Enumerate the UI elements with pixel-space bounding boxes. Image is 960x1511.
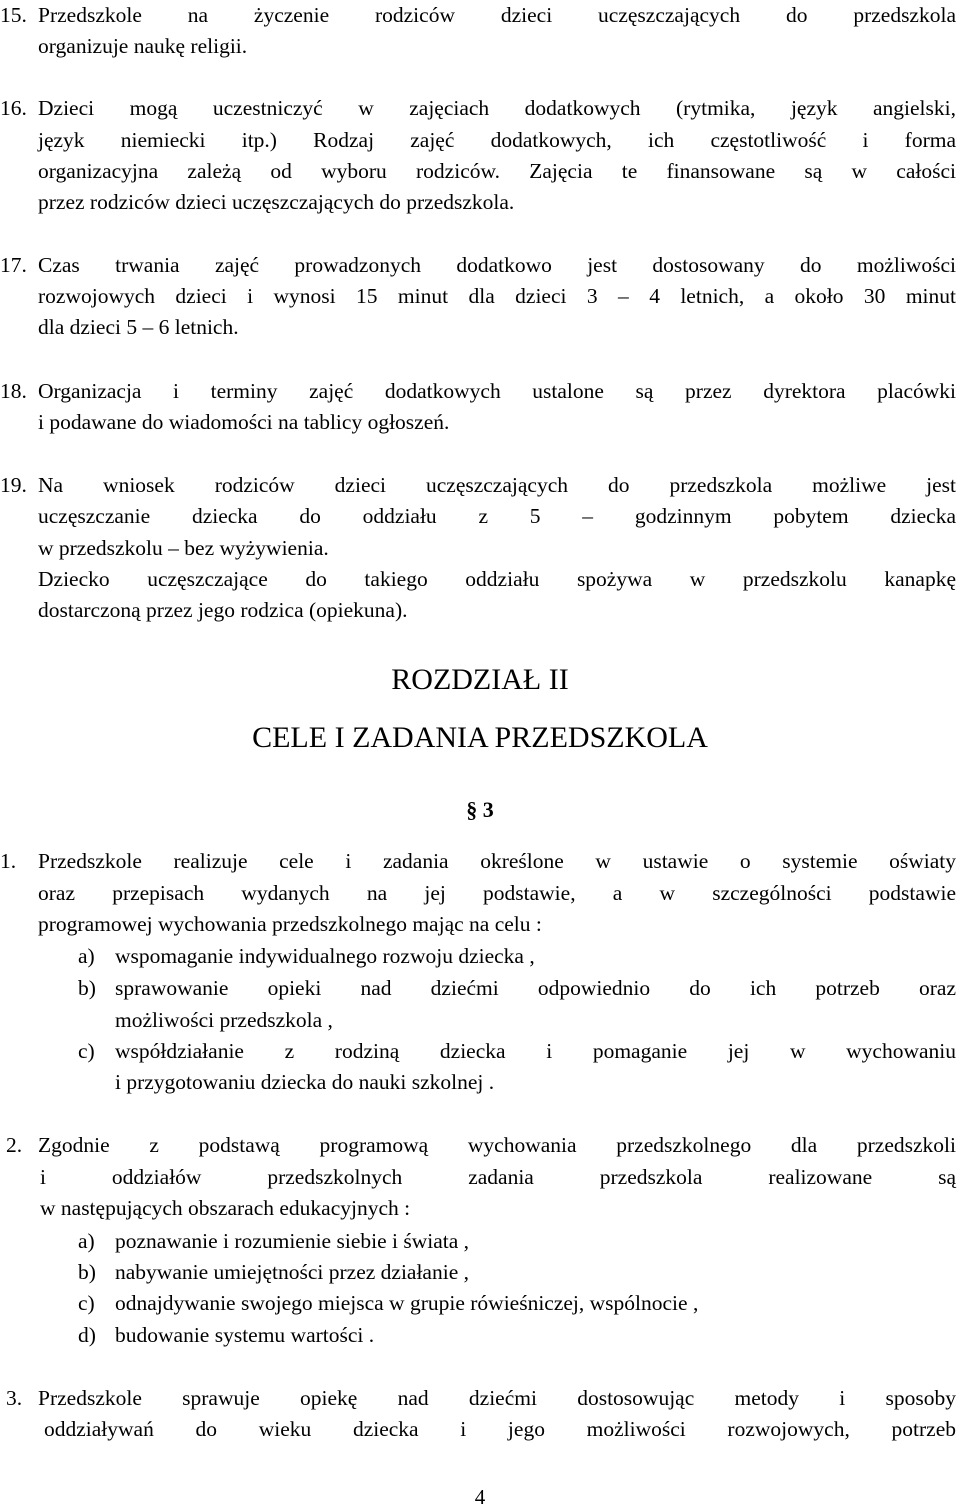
page-number: 4	[474, 1485, 486, 1509]
text-line: Przedszkole realizuje cele i zadania określone w ustawie o systemie oświaty	[38, 849, 956, 873]
text-line: Przedszkole na życzenie rodziców dzieci uczęszczających do przedszkola	[38, 3, 956, 27]
text-line: Czas trwania zajęć prowadzonych dodatkowo jest dostosowany do możliwości	[38, 253, 956, 277]
paragraph-number: 2.	[6, 1133, 23, 1157]
paragraph-number: 18.	[0, 379, 27, 403]
list-item-continuation: możliwości przedszkola ,	[115, 1008, 333, 1032]
text-line: programowej wychowania przedszkolnego mając na celu :	[38, 912, 542, 936]
paragraph-number: 19.	[0, 473, 27, 497]
text-line: Organizacja i terminy zajęć dodatkowych ustalone są przez dyrektora placówki	[38, 379, 956, 403]
list-letter: a)	[78, 1229, 95, 1253]
chapter-title: ROZDZIAŁ II	[391, 663, 569, 696]
text-line: oddziaływań do wieku dziecka i jego możliwości rozwojowych, potrzeb	[44, 1417, 956, 1441]
text-line: Dziecko uczęszczające do takiego oddziału spożywa w przedszkolu kanapkę	[38, 567, 956, 591]
section-symbol: § 3	[466, 797, 494, 822]
list-item: odnajdywanie swojego miejsca w grupie rówieśniczej, wspólnocie ,	[115, 1291, 699, 1315]
paragraph-number: 3.	[6, 1386, 23, 1410]
text-line: rozwojowych dzieci i wynosi 15 minut dla dzieci 3 – 4 letnich, a około 30 minut	[38, 284, 956, 308]
text-line: oraz przepisach wydanych na jej podstawie, a w szczególności podstawie	[38, 881, 956, 905]
list-item: sprawowanie opieki nad dziećmi odpowiednio do ich potrzeb oraz	[115, 976, 956, 1000]
paragraph-number: 15.	[0, 3, 27, 27]
paragraph-number: 16.	[0, 96, 27, 120]
list-item: współdziałanie z rodziną dziecka i pomaganie jej w wychowaniu	[115, 1039, 956, 1063]
text-line: język niemiecki itp.) Rodzaj zajęć dodatkowych, ich częstotliwość i forma	[38, 128, 956, 152]
text-line: i oddziałów przedszkolnych zadania przedszkola realizowane są	[40, 1165, 956, 1189]
list-letter: c)	[78, 1039, 95, 1063]
text-line: w następujących obszarach edukacyjnych :	[40, 1196, 411, 1220]
list-letter: c)	[78, 1291, 95, 1315]
list-letter: b)	[78, 976, 96, 1000]
paragraph-number: 1.	[0, 849, 17, 873]
text-line: w przedszkolu – bez wyżywienia.	[38, 536, 329, 560]
text-line: uczęszczanie dziecka do oddziału z 5 – godzinnym pobytem dziecka	[38, 504, 956, 528]
text-line: Zgodnie z podstawą programową wychowania przedszkolnego dla przedszkoli	[38, 1133, 956, 1157]
text-line: Na wniosek rodziców dzieci uczęszczających do przedszkola możliwe jest	[38, 473, 956, 497]
text-line: organizacyjna zależą od wyboru rodziców. Zajęcia te finansowane są w całości	[38, 159, 956, 183]
paragraph-number: 17.	[0, 253, 27, 277]
list-letter: d)	[78, 1323, 96, 1347]
chapter-subtitle: CELE I ZADANIA PRZEDSZKOLA	[252, 721, 708, 754]
list-item: budowanie systemu wartości .	[115, 1323, 375, 1347]
list-letter: b)	[78, 1260, 96, 1284]
list-letter: a)	[78, 944, 95, 968]
list-item: wspomaganie indywidualnego rozwoju dziecka ,	[115, 944, 535, 968]
text-line: przez rodziców dzieci uczęszczających do przedszkola.	[38, 190, 515, 214]
text-line: i podawane do wiadomości na tablicy ogłoszeń.	[38, 410, 450, 434]
text-line: dla dzieci 5 – 6 letnich.	[38, 315, 239, 339]
list-item-continuation: i przygotowaniu dziecka do nauki szkolnej .	[115, 1070, 495, 1094]
list-item: poznawanie i rozumienie siebie i świata ,	[115, 1229, 470, 1253]
text-line: organizuje naukę religii.	[38, 34, 248, 58]
list-item: nabywanie umiejętności przez działanie ,	[115, 1260, 469, 1284]
text-line: Przedszkole sprawuje opiekę nad dziećmi dostosowując metody i sposoby	[38, 1386, 956, 1410]
text-line: Dzieci mogą uczestniczyć w zajęciach dodatkowych (rytmika, język angielski,	[38, 96, 956, 120]
text-line: dostarczoną przez jego rodzica (opiekuna).	[38, 598, 408, 622]
